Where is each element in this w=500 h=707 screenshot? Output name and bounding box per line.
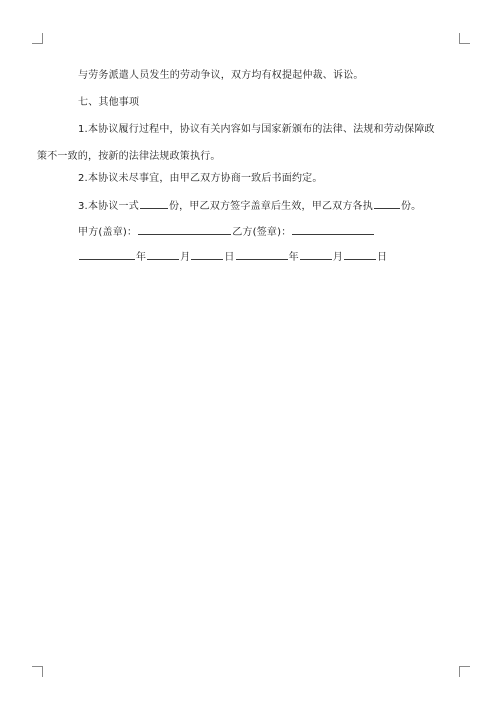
- item-2: 2.本协议未尽事宜，由甲乙双方协商一致后书面约定。: [78, 173, 323, 184]
- signature-line: [78, 223, 375, 240]
- party-b-day-blank: [344, 248, 376, 260]
- item-3-text-2: 份，甲乙双方签字盖章后生效，甲乙双方各执: [168, 201, 373, 212]
- party-b-year-blank: [236, 248, 288, 260]
- crop-mark-bottom-right: [459, 666, 470, 677]
- party-a-month-blank: [147, 248, 179, 260]
- party-a-label: 甲方(盖章)：: [78, 227, 138, 238]
- crop-mark-top-left: [32, 33, 43, 44]
- party-b-month-blank: [300, 248, 332, 260]
- section-title: 七、其他事项: [78, 97, 140, 108]
- party-b-month-label: 月: [332, 252, 344, 263]
- party-b-year-label: 年: [288, 252, 299, 263]
- party-a-signature-blank: [138, 223, 231, 235]
- crop-mark-bottom-left: [32, 666, 43, 677]
- paragraph-dispute: 与劳务派遣人员发生的劳动争议，双方均有权提起仲裁、诉讼。: [78, 70, 364, 81]
- crop-mark-top-right: [459, 33, 470, 44]
- party-a-month-label: 月: [180, 252, 191, 263]
- party-a-year-blank: [79, 248, 135, 260]
- party-a-day-blank: [191, 248, 223, 260]
- party-b-label: 乙方(签章)：: [232, 227, 292, 238]
- copies-total-blank: [140, 197, 168, 209]
- party-a-day-label: 日: [224, 252, 235, 263]
- party-b-signature-blank: [292, 223, 374, 235]
- item-1-line-1: 1.本协议履行过程中，协议有关内容如与国家新颁布的法律、法规和劳动保障政: [78, 124, 435, 135]
- item-3-text-1: 3.本协议一式: [78, 201, 139, 212]
- date-line: [78, 248, 387, 265]
- party-b-day-label: 日: [377, 252, 388, 263]
- party-a-year-label: 年: [136, 252, 147, 263]
- copies-each-blank: [374, 197, 400, 209]
- item-3: [78, 197, 421, 214]
- item-1-line-2: 策不一致的，按新的法律法规政策执行。: [37, 151, 221, 162]
- item-3-text-3: 份。: [400, 201, 422, 212]
